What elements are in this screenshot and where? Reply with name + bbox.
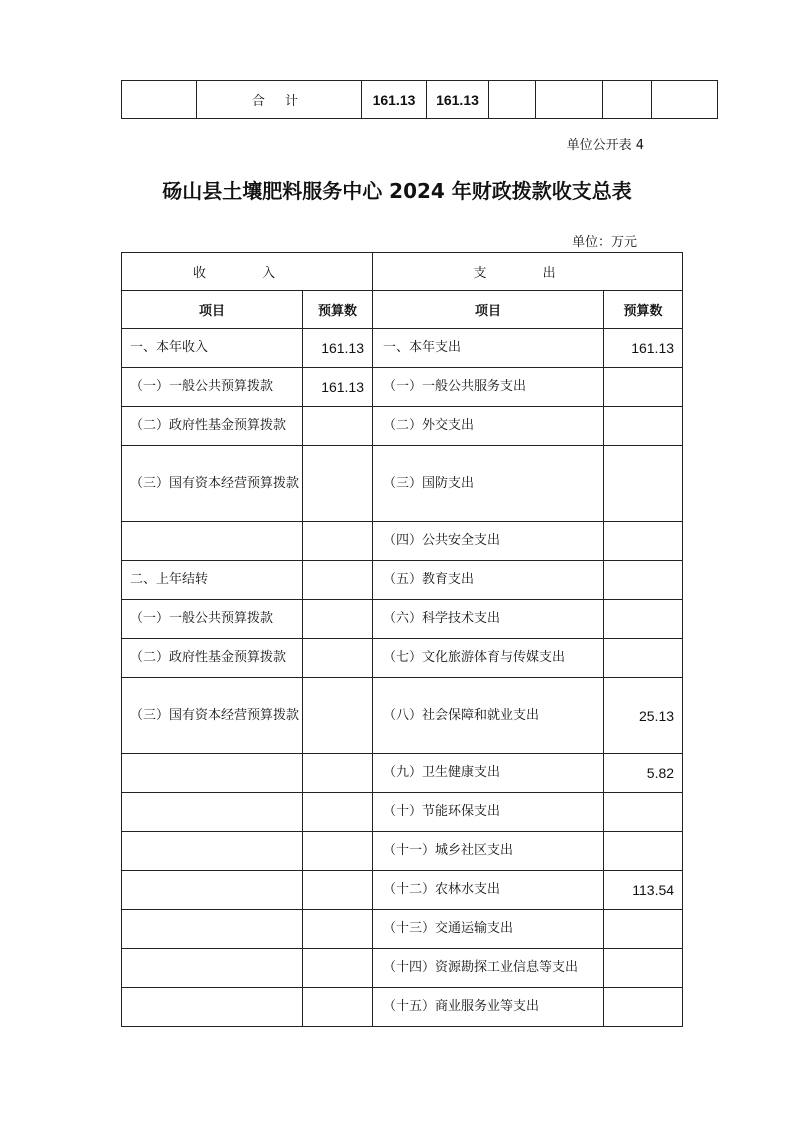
table-row	[122, 678, 683, 754]
income-value	[303, 561, 373, 600]
income-item: 二、上年结转	[122, 561, 303, 600]
expense-item: （四）公共安全支出	[373, 522, 604, 561]
expense-item: （十二）农林水支出	[373, 871, 604, 910]
expense-value	[604, 910, 683, 949]
table-row	[122, 910, 683, 949]
income-value: 161.13	[303, 329, 373, 368]
income-item	[122, 832, 303, 871]
expense-item: （九）卫生健康支出	[373, 754, 604, 793]
unit-label: 单位：万元	[572, 235, 638, 250]
table-row	[122, 329, 683, 368]
income-item: （一）一般公共预算拨款	[122, 600, 303, 639]
expense-value: 25.13	[604, 678, 683, 754]
table-row	[122, 407, 683, 446]
expense-value	[604, 832, 683, 871]
table-row	[122, 832, 683, 871]
income-value	[303, 678, 373, 754]
total-value-2: 161.13	[427, 81, 489, 119]
income-item	[122, 754, 303, 793]
income-value	[303, 600, 373, 639]
income-item	[122, 871, 303, 910]
empty-cell	[603, 81, 652, 119]
empty-cell	[489, 81, 536, 119]
income-item: 一、本年收入	[122, 329, 303, 368]
income-item: （三）国有资本经营预算拨款	[122, 678, 303, 754]
expense-value	[604, 446, 683, 522]
expense-item: （十四）资源勘探工业信息等支出	[373, 949, 604, 988]
table-row	[122, 446, 683, 522]
income-value	[303, 871, 373, 910]
expense-item: （十三）交通运输支出	[373, 910, 604, 949]
expense-item: （一）一般公共服务支出	[373, 368, 604, 407]
income-item: （一）一般公共预算拨款	[122, 368, 303, 407]
expense-value	[604, 407, 683, 446]
income-value	[303, 754, 373, 793]
expense-header: 支 出	[373, 253, 683, 291]
income-budget-header: 预算数	[303, 291, 373, 329]
expense-value	[604, 639, 683, 678]
income-value	[303, 949, 373, 988]
table-row	[122, 871, 683, 910]
expense-item: （八）社会保障和就业支出	[373, 678, 604, 754]
total-row	[122, 81, 718, 119]
income-value	[303, 988, 373, 1027]
section-header-row	[122, 253, 683, 291]
total-label: 合 计	[197, 81, 362, 119]
expense-item: （十五）商业服务业等支出	[373, 988, 604, 1027]
income-item	[122, 949, 303, 988]
expense-item: （二）外交支出	[373, 407, 604, 446]
table-row	[122, 988, 683, 1027]
table-row	[122, 793, 683, 832]
expense-item: 一、本年支出	[373, 329, 604, 368]
expense-value	[604, 522, 683, 561]
expense-value	[604, 368, 683, 407]
income-value	[303, 446, 373, 522]
income-item: （三）国有资本经营预算拨款	[122, 446, 303, 522]
expense-item: （十一）城乡社区支出	[373, 832, 604, 871]
expense-budget-header: 预算数	[604, 291, 683, 329]
table-row	[122, 368, 683, 407]
expense-value	[604, 561, 683, 600]
table-row	[122, 600, 683, 639]
income-item	[122, 910, 303, 949]
page-title: 砀山县土壤肥料服务中心 2024 年财政拨款收支总表	[162, 179, 632, 203]
empty-cell	[536, 81, 603, 119]
expense-value	[604, 949, 683, 988]
income-value	[303, 522, 373, 561]
income-value	[303, 639, 373, 678]
expense-item: （五）教育支出	[373, 561, 604, 600]
income-item: （二）政府性基金预算拨款	[122, 407, 303, 446]
income-item	[122, 522, 303, 561]
income-item	[122, 793, 303, 832]
income-value	[303, 793, 373, 832]
empty-cell	[652, 81, 718, 119]
expense-value: 5.82	[604, 754, 683, 793]
income-value	[303, 832, 373, 871]
carryover-table	[121, 80, 718, 119]
expense-value	[604, 988, 683, 1027]
expense-item-header: 项目	[373, 291, 604, 329]
budget-summary-table	[121, 252, 683, 1027]
expense-value: 161.13	[604, 329, 683, 368]
income-value: 161.13	[303, 368, 373, 407]
income-header: 收 入	[122, 253, 373, 291]
table-row	[122, 754, 683, 793]
expense-value: 113.54	[604, 871, 683, 910]
income-value	[303, 910, 373, 949]
income-item	[122, 988, 303, 1027]
expense-item: （七）文化旅游体育与传媒支出	[373, 639, 604, 678]
income-item-header: 项目	[122, 291, 303, 329]
income-item: （二）政府性基金预算拨款	[122, 639, 303, 678]
table-row	[122, 639, 683, 678]
empty-cell	[122, 81, 197, 119]
expense-value	[604, 600, 683, 639]
income-value	[303, 407, 373, 446]
total-value-1: 161.13	[362, 81, 427, 119]
expense-value	[604, 793, 683, 832]
table-row	[122, 522, 683, 561]
expense-item: （三）国防支出	[373, 446, 604, 522]
expense-item: （十）节能环保支出	[373, 793, 604, 832]
table-row	[122, 949, 683, 988]
column-header-row	[122, 291, 683, 329]
expense-item: （六）科学技术支出	[373, 600, 604, 639]
form-number: 单位公开表 4	[566, 138, 644, 153]
table-row	[122, 561, 683, 600]
